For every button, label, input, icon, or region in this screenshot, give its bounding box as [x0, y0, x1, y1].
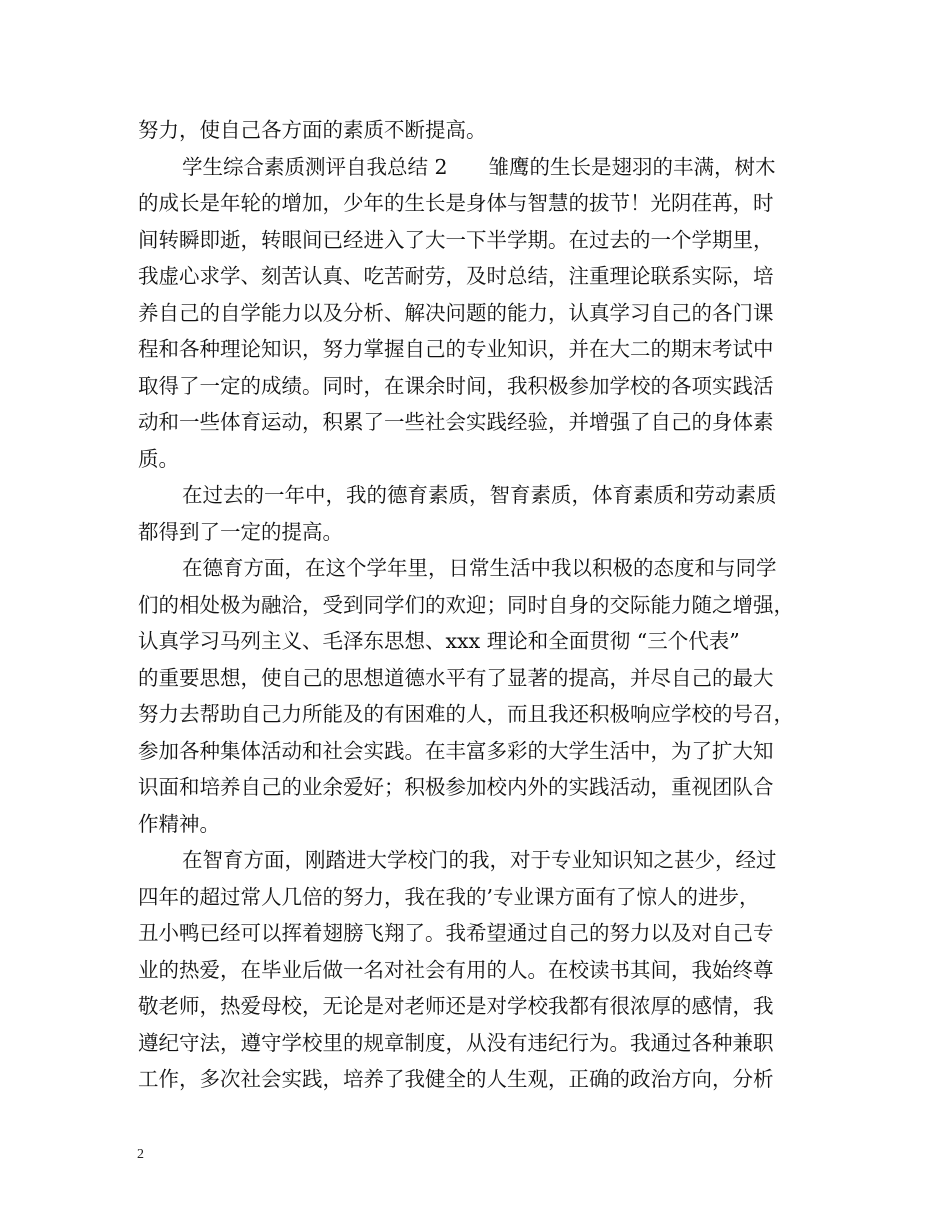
text-line: 动和一些体育运动，积累了一些社会实践经验，并增强了自己的身体素 [138, 410, 774, 434]
text-line: 敬老师，热爱母校，无论是对老师还是对学校我都有很浓厚的感情，我 [138, 994, 774, 1018]
page-number: 2 [137, 1147, 144, 1162]
text-line: 学生综合素质测评自我总结 2 雏鹰的生长是翅羽的丰满，树木 [182, 154, 776, 179]
text-line: 参加各种集体活动和社会实践。在丰富多彩的大学生活中，为了扩大知 [138, 738, 774, 763]
text-line: 在德育方面，在这个学年里，日常生活中我以积极的态度和与同学 [182, 556, 777, 580]
text-line: 们的相处极为融洽，受到同学们的欢迎；同时自身的交际能力随之增强， [138, 592, 794, 617]
text-line: 在智育方面，刚踏进大学校门的我，对于专业知识知之甚少，经过 [182, 848, 777, 872]
text-line: 取得了一定的成绩。同时，在课余时间，我积极参加学校的各项实践活 [138, 373, 774, 398]
text-line: 间转瞬即逝，转眼间已经进入了大一下半学期。在过去的一个学期里， [138, 227, 774, 252]
text-line: 识面和培养自己的业余爱好；积极参加校内外的实践活动，重视团队合 [138, 775, 774, 799]
text-line: 努力去帮助自己力所能及的有困难的人，而且我还积极响应学校的号召， [138, 702, 794, 726]
text-line: 的成长是年轮的增加，少年的生长是身体与智慧的拔节！光阴荏苒，时 [138, 191, 774, 215]
text-line: 作精神。 [138, 811, 220, 836]
text-line: 工作，多次社会实践，培养了我健全的人生观，正确的政治方向，分析 [138, 1067, 774, 1091]
text-line: 养自己的自学能力以及分析、解决问题的能力，认真学习自己的各门课 [138, 300, 774, 325]
body-text [138, 112, 828, 1098]
text-line: 我虚心求学、刻苦认真、吃苦耐劳，及时总结，注重理论联系实际，培 [138, 264, 774, 288]
text-line: 努力，使自己各方面的素质不断提高。 [138, 118, 487, 142]
text-line: 丑小鸭已经可以挥着翅膀飞翔了。我希望通过自己的努力以及对自己专 [138, 921, 774, 945]
text-line: 的重要思想，使自己的思想道德水平有了显著的提高，并尽自己的最大 [138, 665, 774, 690]
text-line: 遵纪守法，遵守学校里的规章制度，从没有违纪行为。我通过各种兼职 [138, 1030, 774, 1055]
text-line: 认真学习马列主义、毛泽东思想、xxx 理论和全面贯彻 “三个代表” [138, 629, 740, 653]
text-line: 四年的超过常人几倍的努力，我在我的’专业课方面有了惊人的进步， [138, 884, 760, 909]
text-line: 在过去的一年中，我的德育素质，智育素质，体育素质和劳动素质 [182, 483, 777, 507]
text-line: 质。 [138, 446, 179, 471]
text-line: 程和各种理论知识，努力掌握自己的专业知识，并在大二的期末考试中 [138, 337, 774, 361]
text-line: 都得到了一定的提高。 [138, 519, 343, 544]
text-line: 业的热爱，在毕业后做一名对社会有用的人。在校读书其间，我始终尊 [138, 957, 774, 982]
